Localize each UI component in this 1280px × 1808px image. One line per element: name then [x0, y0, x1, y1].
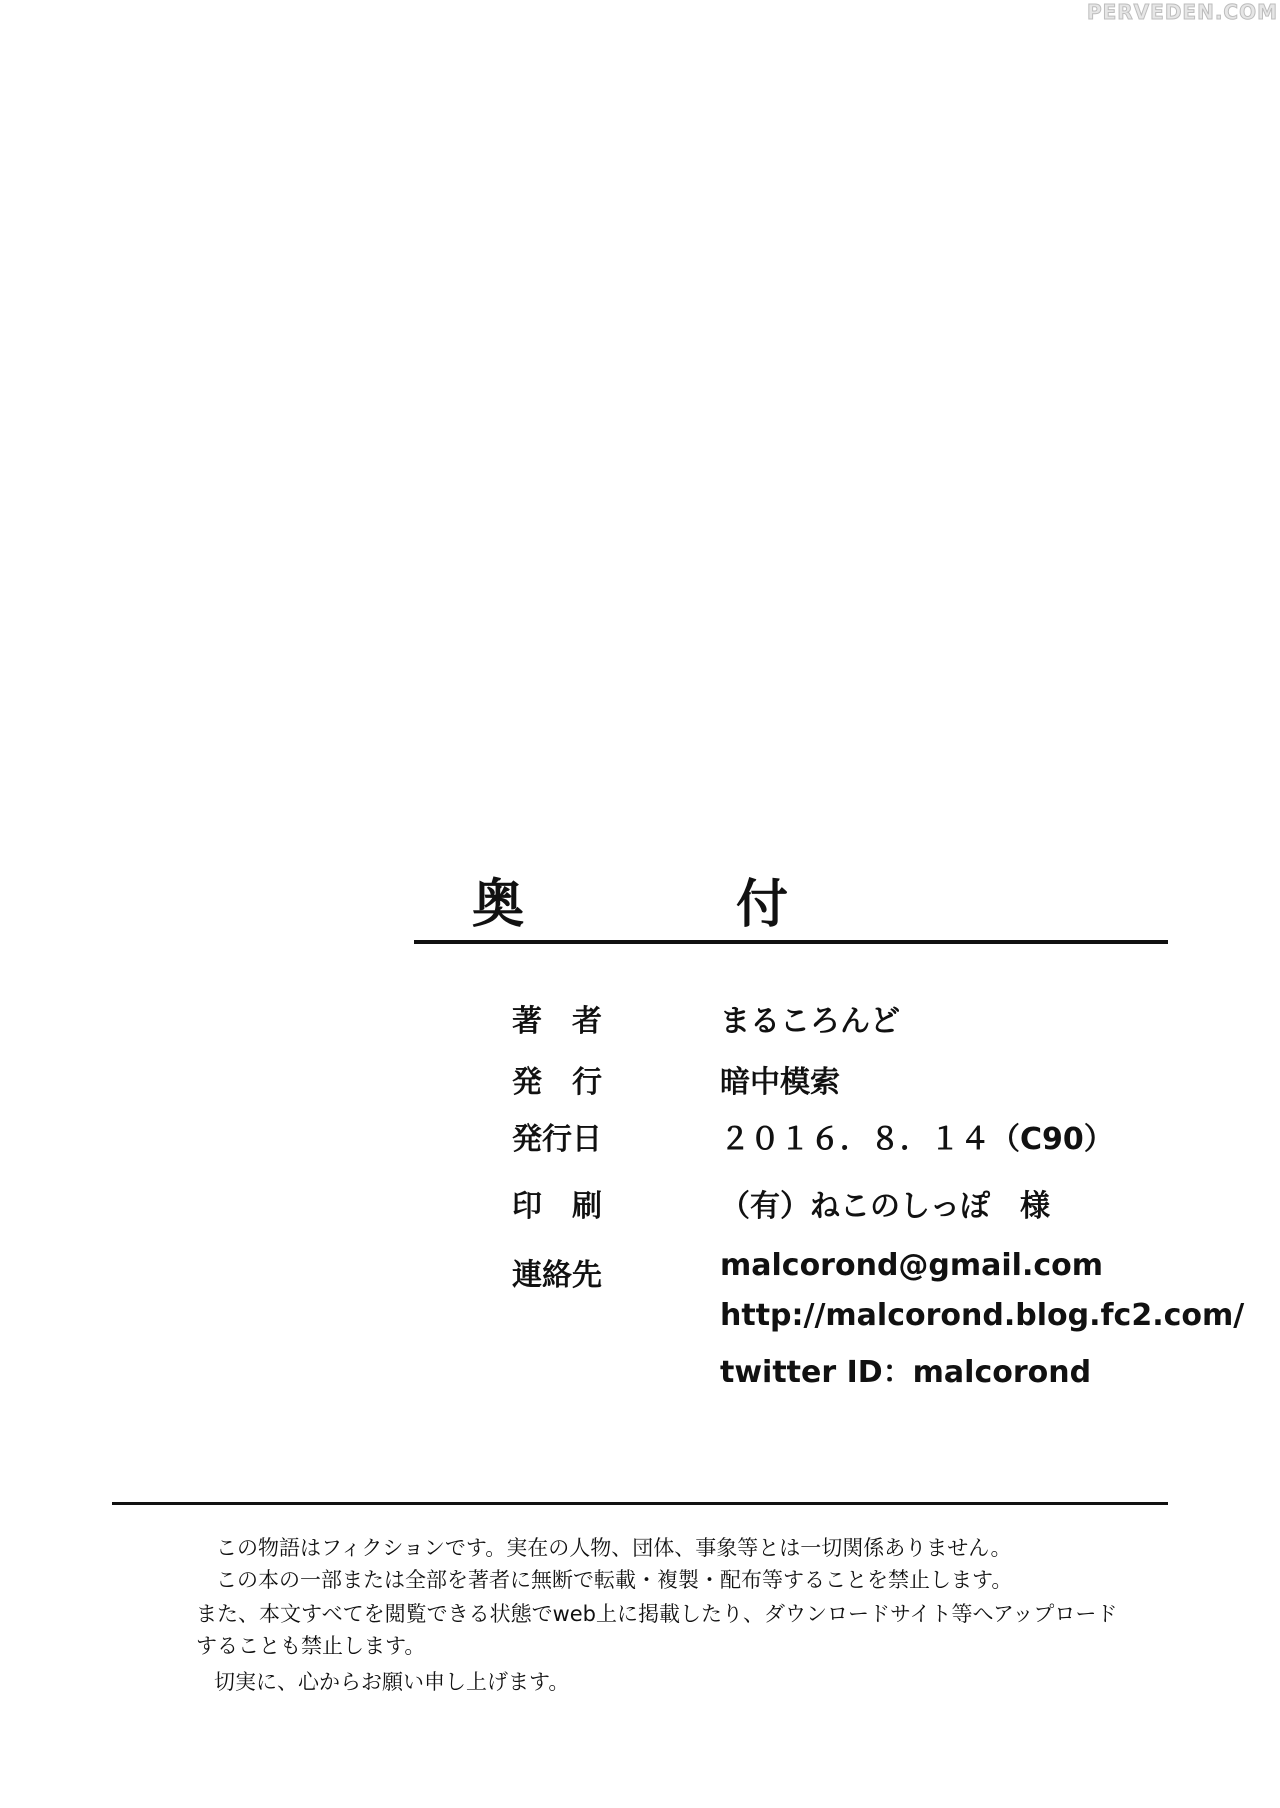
- page-title: 奥 付: [472, 875, 869, 935]
- title-divider: [414, 940, 1168, 944]
- release-date-value: ２０１６．８．１４（C90）: [720, 1122, 1114, 1157]
- notice-line: この本の一部または全部を著者に無断で転載・複製・配布等することを禁止します。: [216, 1568, 1013, 1592]
- notice-line: この物語はフィクションです。実在の人物、団体、事象等とは一切関係ありません。: [216, 1536, 1012, 1560]
- contact-email: malcorond@gmail.com: [720, 1248, 1104, 1283]
- release-date-label: 発行日: [512, 1122, 602, 1157]
- publisher-label: 発 行: [512, 1065, 602, 1100]
- notice-line: 切実に、心からお願い申し上げます。: [214, 1670, 570, 1694]
- notice-line: することも禁止します。: [196, 1634, 426, 1658]
- contact-label: 連絡先: [512, 1258, 602, 1293]
- contact-blog-url: http://malcorond.blog.fc2.com/: [720, 1298, 1245, 1333]
- printer-value: （有）ねこのしっぽ 様: [720, 1189, 1050, 1224]
- author-value: まるころんど: [720, 1004, 900, 1039]
- contact-twitter: twitter ID：malcorond: [720, 1355, 1092, 1390]
- printer-label: 印 刷: [512, 1189, 602, 1224]
- notice-line: また、本文すべてを閲覧できる状態でweb上に掲載したり、ダウンロードサイト等へアップロード: [196, 1602, 1118, 1626]
- site-watermark: PERVEDEN.COM: [1086, 0, 1278, 24]
- publisher-value: 暗中模索: [720, 1065, 840, 1100]
- notice-divider: [112, 1502, 1168, 1505]
- author-label: 著 者: [512, 1004, 602, 1039]
